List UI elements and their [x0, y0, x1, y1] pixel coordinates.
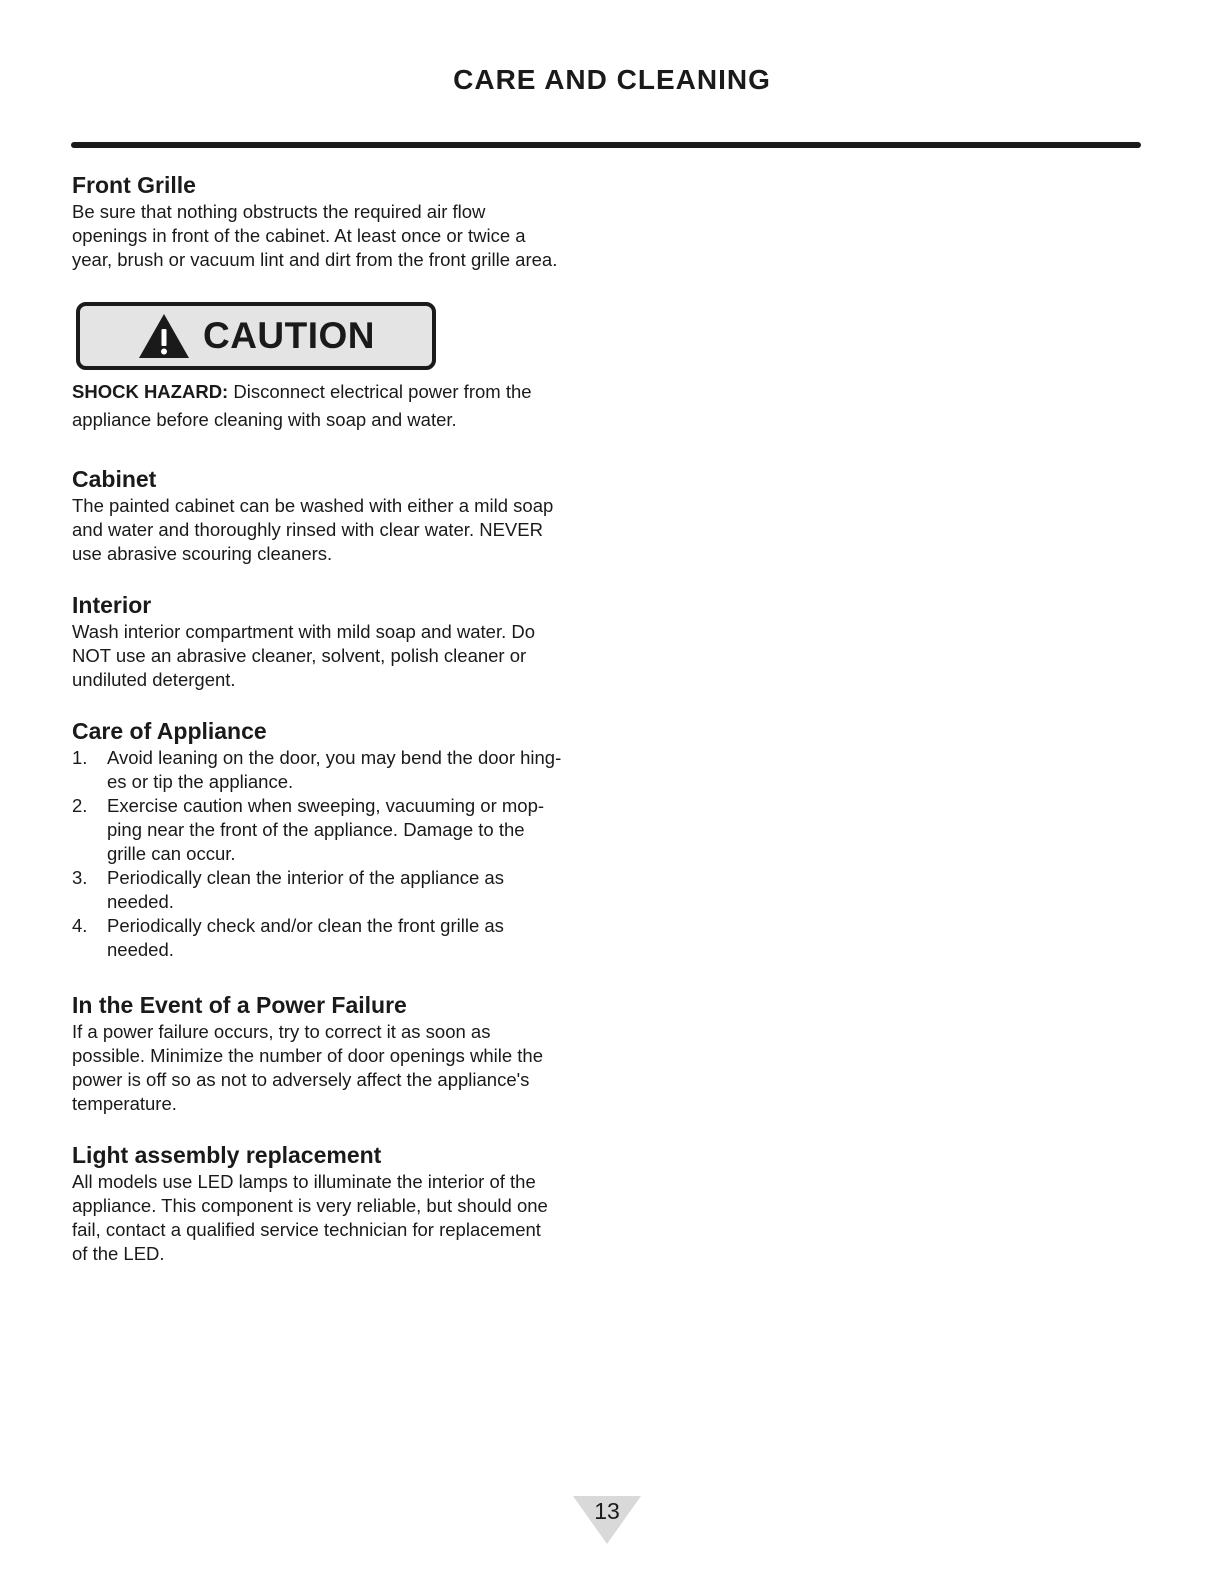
cabinet-section [72, 464, 612, 566]
page-number-marker [572, 1494, 642, 1546]
text-line: power is off so as not to adversely affect the appliance's [72, 1069, 530, 1090]
power-failure-text [72, 1020, 612, 1116]
page-number: 13 [594, 1498, 620, 1524]
text-line: Exercise caution when sweeping, vacuuming or mop- [107, 795, 545, 816]
text-line: needed. [107, 939, 174, 960]
shock-hazard-line: appliance before cleaning with soap and water. [72, 409, 457, 430]
light-assembly-text [72, 1170, 612, 1266]
shock-hazard-text [72, 378, 612, 434]
list-number: 3. [72, 867, 88, 888]
text-line: use abrasive scouring cleaners. [72, 543, 333, 564]
cabinet-text [72, 494, 612, 566]
front-grille-section [72, 170, 612, 272]
text-line: All models use LED lamps to illuminate the interior of the [72, 1171, 536, 1192]
light-assembly-section [72, 1140, 612, 1266]
text-line: ping near the front of the appliance. Damage to the [107, 819, 525, 840]
care-list [72, 746, 612, 962]
shock-hazard-line: Disconnect electrical power from the [228, 381, 532, 402]
text-line: and water and thoroughly rinsed with clear water. NEVER [72, 519, 543, 540]
title-divider [71, 142, 1141, 148]
text-line: undiluted detergent. [72, 669, 236, 690]
light-assembly-heading: Light assembly replacement [72, 1142, 382, 1168]
power-failure-section [72, 990, 612, 1116]
text-line: openings in front of the cabinet. At least once or twice a [72, 225, 526, 246]
cabinet-heading: Cabinet [72, 466, 157, 492]
shock-hazard-label: SHOCK HAZARD: [72, 381, 229, 402]
text-line: Periodically check and/or clean the front grille as [107, 915, 504, 936]
list-item [72, 794, 597, 866]
list-number: 1. [72, 747, 88, 768]
text-line: Avoid leaning on the door, you may bend the door hing- [107, 747, 562, 768]
text-line: Wash interior compartment with mild soap and water. Do [72, 621, 536, 642]
text-line: temperature. [72, 1093, 177, 1114]
power-failure-heading: In the Event of a Power Failure [72, 992, 407, 1018]
front-grille-text [72, 200, 612, 272]
text-line: possible. Minimize the number of door openings while the [72, 1045, 543, 1066]
text-line: The painted cabinet can be washed with either a mild soap [72, 495, 554, 516]
page-title: CARE AND CLEANING [453, 64, 771, 95]
text-line: If a power failure occurs, try to correct it as soon as [72, 1021, 491, 1042]
text-line: fail, contact a qualified service technician for replacement [72, 1219, 541, 1240]
text-line: grille can occur. [107, 843, 236, 864]
list-item [72, 746, 597, 794]
text-line: es or tip the appliance. [107, 771, 294, 792]
text-line: year, brush or vacuum lint and dirt from the front grille area. [72, 249, 558, 270]
text-line: needed. [107, 891, 174, 912]
interior-text [72, 620, 612, 692]
text-line: NOT use an abrasive cleaner, solvent, polish cleaner or [72, 645, 527, 666]
caution-label: CAUTION [202, 315, 376, 356]
list-number: 4. [72, 915, 88, 936]
interior-heading: Interior [72, 592, 152, 618]
text-line: Periodically clean the interior of the appliance as [107, 867, 504, 888]
list-number: 2. [72, 795, 88, 816]
text-line: appliance. This component is very reliable, but should one [72, 1195, 548, 1216]
main-content [72, 170, 612, 1266]
list-item [72, 914, 597, 962]
care-of-appliance-heading: Care of Appliance [72, 718, 267, 744]
text-line: Be sure that nothing obstructs the required air flow [72, 201, 486, 222]
text-line: of the LED. [72, 1243, 165, 1264]
care-of-appliance-section [72, 716, 612, 962]
interior-section [72, 590, 612, 692]
caution-banner [76, 302, 436, 370]
list-item [72, 866, 597, 914]
front-grille-heading: Front Grille [72, 172, 196, 198]
warning-triangle-icon [137, 312, 191, 360]
